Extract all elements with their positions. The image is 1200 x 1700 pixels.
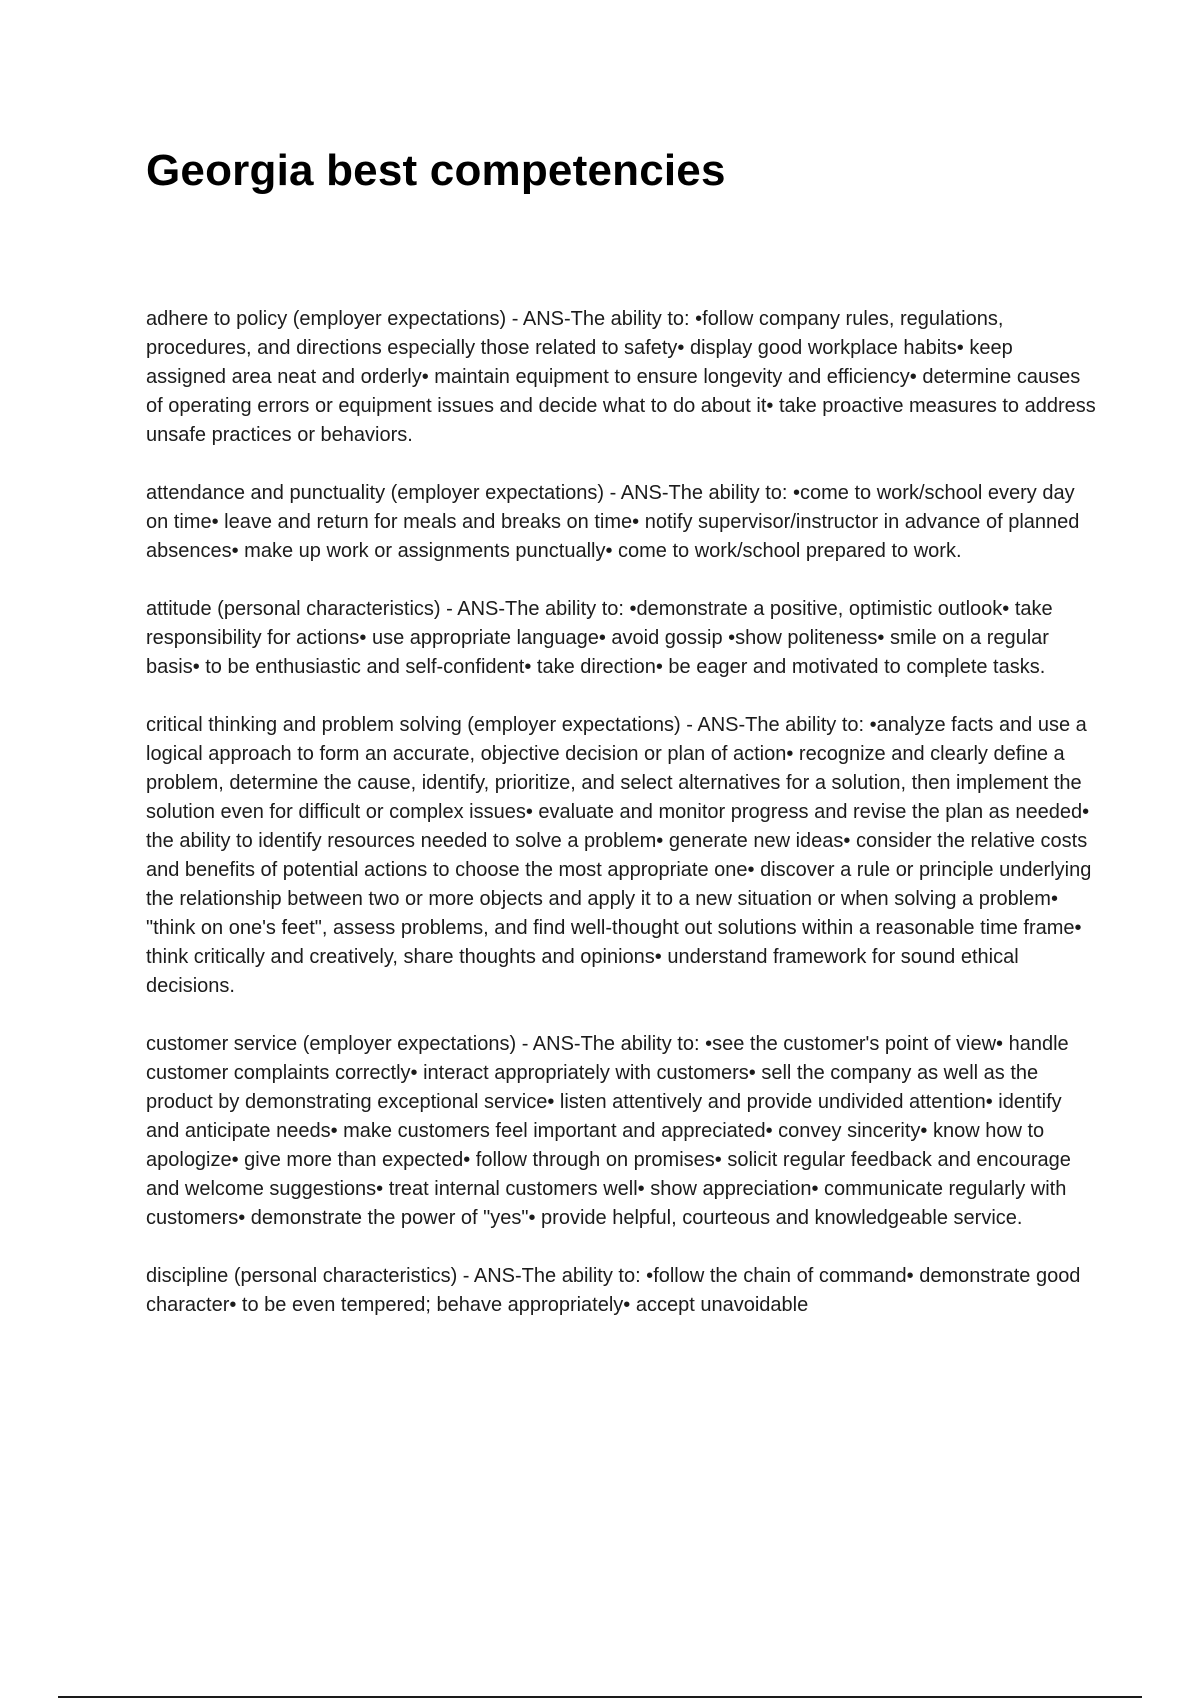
entry-adhere-to-policy: adhere to policy (employer expectations) - ANS-The ability to: •follow company rules, regulations, procedures, and directions especially those related to safety• display good workplace habits• keep assigned area neat and orderly• maintain equipment to ensure longevity and efficiency• determine causes of operating errors or equipment issues and decide what to do about it• take proactive measures to address unsafe practices or behaviors.: [146, 308, 1096, 446]
entry-attitude: attitude (personal characteristics) - ANS-The ability to: •demonstrate a positive, optimistic outlook• take responsibility for actions• use appropriate language• avoid gossip •show politeness• smile on a regular basis• to be enthusiastic and self-confident• take direction• be eager and motivated to complete tasks.: [146, 598, 1053, 678]
entry-attendance-and-punctuality: attendance and punctuality (employer expectations) - ANS-The ability to: •come to work/school every day on time• leave and return for meals and breaks on time• notify supervisor/instructor in advance of planned absences• make up work or assignments punctually• come to work/school prepared to work.: [146, 482, 1080, 562]
entry-critical-thinking: critical thinking and problem solving (employer expectations) - ANS-The ability to: •analyze facts and use a logical approach to form an accurate, objective decision or plan of action• recognize and clearly define a problem, determine the cause, identify, prioritize, and select alternatives for a solution, then implement the solution even for difficult or complex issues• evaluate and monitor progress and revise the plan as needed• the ability to identify resources needed to solve a problem• generate new ideas• consider the relative costs and benefits of potential actions to choose the most appropriate one• discover a rule or principle underlying the relationship between two or more objects and apply it to a new situation or when solving a problem• "think on one's feet", assess problems, and find well-thought out solutions within a reasonable time frame• think critically and creatively, share thoughts and opinions• understand framework for sound ethical decisions.: [146, 714, 1092, 997]
entry-customer-service: customer service (employer expectations) - ANS-The ability to: •see the customer's point of view• handle customer complaints correctly• interact appropriately with customers• sell the company as well as the product by demonstrating exceptional service• listen attentively and provide undivided attention• identify and anticipate needs• make customers feel important and appreciated• convey sincerity• know how to apologize• give more than expected• follow through on promises• solicit regular feedback and encourage and welcome suggestions• treat internal customers well• show appreciation• communicate regularly with customers• demonstrate the power of "yes"• provide helpful, courteous and knowledgeable service.: [146, 1033, 1071, 1229]
competency-list: [146, 305, 1096, 1349]
entry-discipline: discipline (personal characteristics) - ANS-The ability to: •follow the chain of command• demonstrate good character• to be even tempered; behave appropriately• accept unavoidable: [146, 1265, 1081, 1316]
document-title: Georgia best competencies: [146, 146, 726, 195]
footer-divider: [58, 1696, 1142, 1698]
